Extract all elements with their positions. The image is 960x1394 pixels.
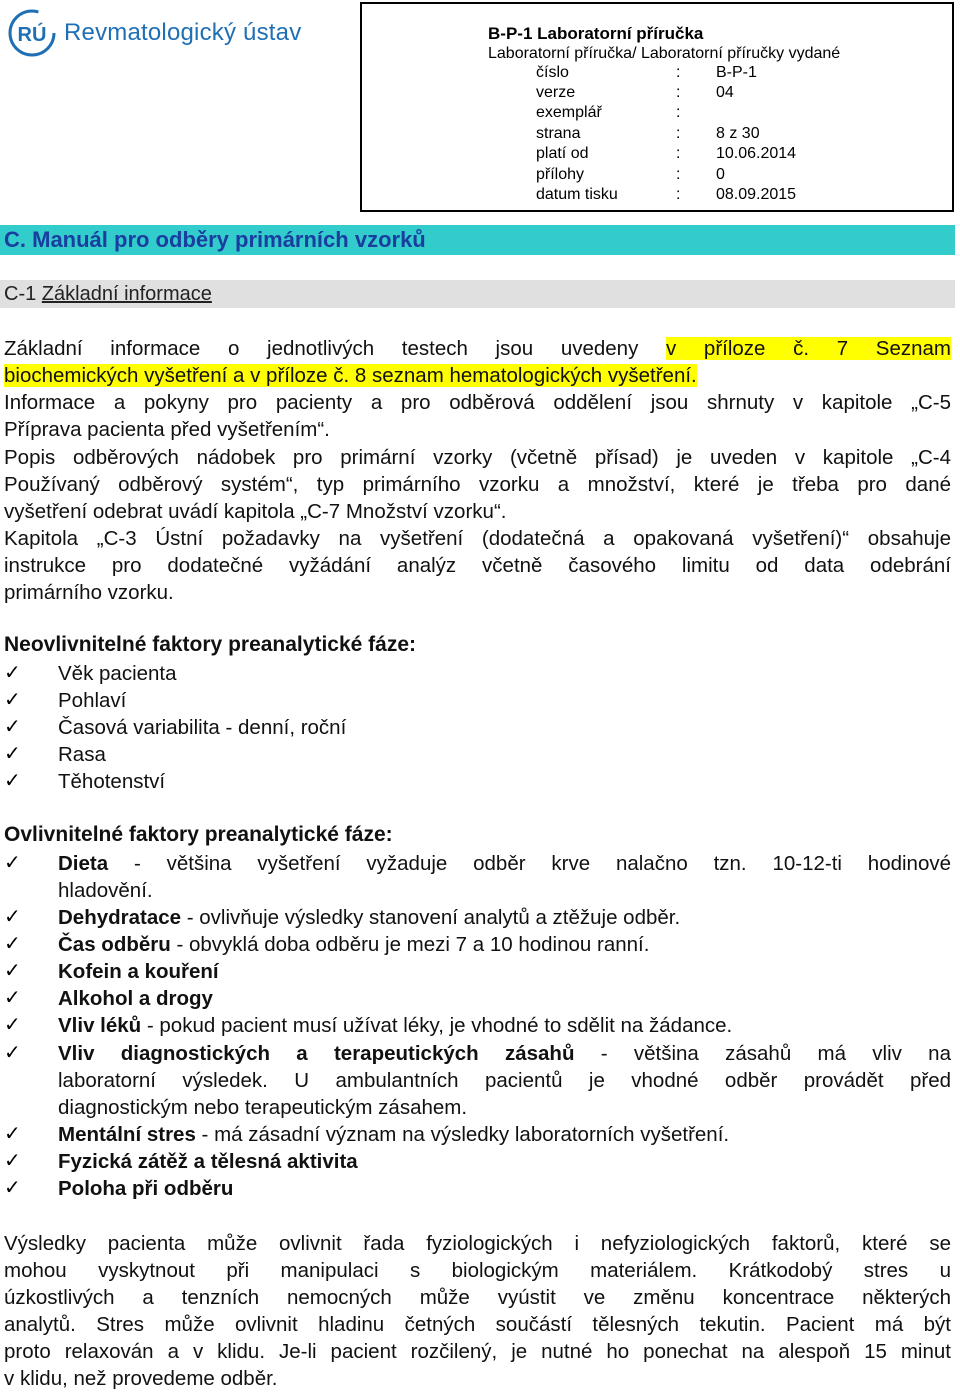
heading-controllable-factors: Ovlivnitelné faktory preanalytické fáze: — [4, 823, 393, 846]
check-icon: ✓ — [4, 1042, 21, 1064]
list-item-continuation: diagnostickým nebo terapeutickým zásahem. — [58, 1096, 468, 1119]
paragraph-2-line-2: Příprava pacienta před vyšetřením“. — [4, 418, 330, 441]
paragraph-4-line-3: primárního vzorku. — [4, 581, 174, 604]
list-item-continuation: laboratorní výsledek. U ambulantních pacientů je vhodné odběr provádět před — [58, 1069, 951, 1092]
check-icon: ✓ — [4, 689, 21, 711]
paragraph-5-line-3: úzkostlivých a tenzních nemocných může vyústit ve změnu koncentrace některých — [4, 1286, 951, 1309]
list-item: Čas odběru - obvyklá doba odběru je mezi 7 a 10 hodinou ranní. — [58, 933, 650, 956]
subsection-number: C-1 — [4, 283, 37, 305]
paragraph-5-line-4: analytů. Stres může ovlivnit hladinu četných součástí tělesných tekutin. Pacient má být — [4, 1313, 951, 1336]
check-icon: ✓ — [4, 743, 21, 765]
paragraph-2-line-1: Informace a pokyny pro pacienty a pro odběrová oddělení jsou shrnuty v kapitole „C-5 — [4, 391, 951, 414]
list-item: Fyzická zátěž a tělesná aktivita — [58, 1150, 358, 1173]
paragraph-3-line-2: Používaný odběrový systém“, typ primárního vzorku a množství, které je třeba pro dané — [4, 473, 951, 496]
paragraph-1-line-1: Základní informace o jednotlivých testech jsou uvedeny v příloze č. 7 Seznam — [4, 337, 951, 360]
doc-title: B-P-1 Laboratorní příručka — [488, 24, 704, 43]
document-header-box: B-P-1 Laboratorní příručka Laboratorní příručka/ Laboratorní příručky vydané číslo : B-P-1 verze : 04 exemplář : strana : 8 z 30 platí od : 10.06.2014 přílohy : 0 datum tisku : 08.09.2015 — [360, 2, 954, 212]
paragraph-5-line-6: v klidu, než provedeme odběr. — [4, 1367, 278, 1390]
ru-logo-icon — [6, 7, 58, 59]
list-item: Mentální stres - má zásadní význam na výsledky laboratorních vyšetření. — [58, 1123, 730, 1146]
org-name: Revmatologický ústav — [64, 19, 302, 46]
check-icon: ✓ — [4, 906, 21, 928]
check-icon: ✓ — [4, 987, 21, 1009]
list-item: Věk pacienta — [58, 662, 177, 685]
paragraph-5-line-2: mohou vyskytnout při manipulaci s biologickým materiálem. Krátkodobý stres u — [4, 1259, 951, 1282]
list-item: Pohlaví — [58, 689, 127, 712]
paragraph-1-line-2: biochemických vyšetření a v příloze č. 8 seznam hematologických vyšetření. — [4, 364, 697, 387]
heading-uncontrollable-factors: Neovlivnitelné faktory preanalytické fáze: — [4, 633, 416, 656]
list-item: Rasa — [58, 743, 106, 766]
list-item: Alkohol a drogy — [58, 987, 213, 1010]
list-item: Vliv léků - pokud pacient musí užívat léky, je vhodné to sdělit na žádance. — [58, 1014, 733, 1037]
check-icon: ✓ — [4, 662, 21, 684]
check-icon: ✓ — [4, 960, 21, 982]
paragraph-3-line-3: vyšetření odebrat uvádí kapitola „C-7 Množství vzorku“. — [4, 500, 507, 523]
check-icon: ✓ — [4, 716, 21, 738]
list-item: Časová variabilita - denní, roční — [58, 716, 347, 739]
check-icon: ✓ — [4, 1014, 21, 1036]
list-item: Vliv diagnostických a terapeutických zásahů - většina zásahů má vliv na — [58, 1042, 951, 1065]
section-title: C. Manuál pro odběry primárních vzorků — [0, 225, 955, 255]
check-icon: ✓ — [4, 1150, 21, 1172]
check-icon: ✓ — [4, 852, 21, 874]
list-item: Dieta - většina vyšetření vyžaduje odběr krve nalačno tzn. 10-12-ti hodinové — [58, 852, 951, 875]
list-item-continuation: hladovění. — [58, 879, 153, 902]
paragraph-4-line-1: Kapitola „C-3 Ústní požadavky na vyšetření (dodatečná a opakovaná vyšetření)“ obsahuje — [4, 527, 951, 550]
subsection-heading — [0, 280, 955, 308]
check-icon: ✓ — [4, 1177, 21, 1199]
list-item: Poloha při odběru — [58, 1177, 234, 1200]
svg-text:RÚ: RÚ — [17, 24, 47, 46]
paragraph-5-line-1: Výsledky pacienta může ovlivnit řada fyziologických i nefyziologických faktorů, které se — [4, 1232, 951, 1255]
paragraph-4-line-2: instrukce pro dodatečné vyžádání analýz včetně časového limitu od data odebrání — [4, 554, 951, 577]
list-item: Dehydratace - ovlivňuje výsledky stanovení analytů a ztěžuje odběr. — [58, 906, 681, 929]
paragraph-5-line-5: proto relaxován a v klidu. Je-li pacient rozčilený, je nutné ho ponechat na alespoň 15 minut — [4, 1340, 951, 1363]
paragraph-3-line-1: Popis odběrových nádobek pro primární vzorky (včetně přísad) je uveden v kapitole „C-4 — [4, 446, 951, 469]
highlighted-reference: v příloze č. 7 Seznam — [666, 337, 951, 360]
check-icon: ✓ — [4, 933, 21, 955]
institute-logo — [6, 6, 301, 60]
subsection-label: Základní informace — [41, 283, 212, 305]
list-item: Kofein a kouření — [58, 960, 219, 983]
doc-subtitle: Laboratorní příručka/ Laboratorní příručky vydané — [488, 45, 841, 62]
check-icon: ✓ — [4, 1123, 21, 1145]
list-item: Těhotenství — [58, 770, 166, 793]
check-icon: ✓ — [4, 770, 21, 792]
